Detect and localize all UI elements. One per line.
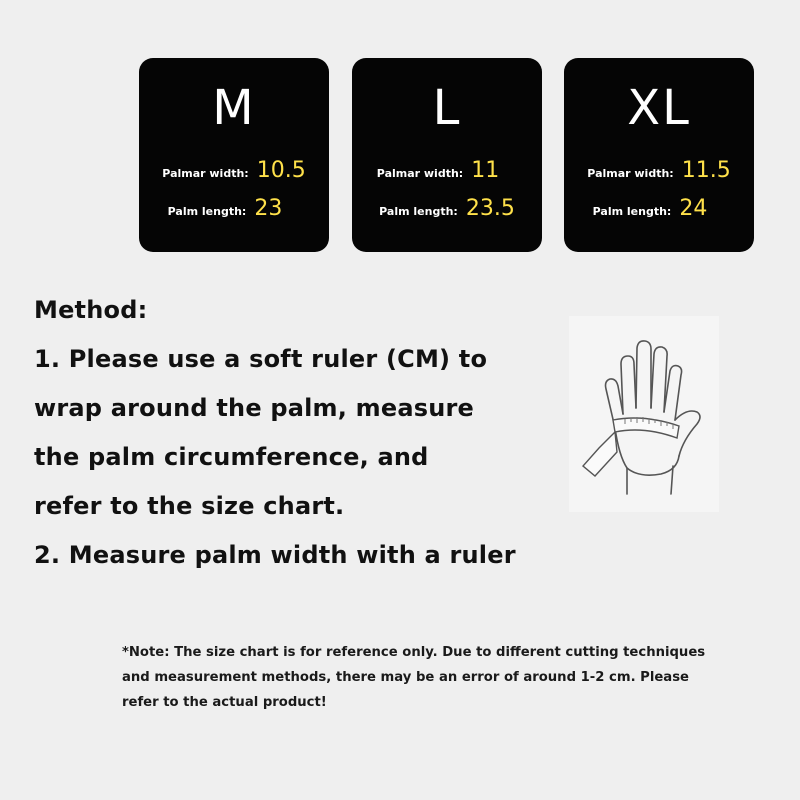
method-heading: Method: [34,296,148,324]
palmar-width-value: 11.5 [681,158,731,183]
palm-length-label: Palm length: [379,205,458,218]
hand-measurement-illustration [569,316,719,512]
palm-length-row [352,196,542,221]
palm-length-row [139,196,329,221]
size-card-xl [564,58,754,252]
palmar-width-label: Palmar width: [587,167,674,180]
method-line: 1. Please use a soft ruler (CM) to [34,345,488,373]
method-line: wrap around the palm, measure [34,394,475,422]
method-line: 2. Measure palm width with a ruler [34,541,516,569]
palm-length-label: Palm length: [167,205,247,218]
palm-length-row [564,196,754,221]
size-label: XL [627,80,691,136]
hand-measurement-icon [569,316,719,512]
palmar-width-row [564,158,754,183]
palmar-width-label: Palmar width: [162,167,249,180]
method-line: refer to the size chart. [34,492,345,520]
size-chart-note [122,640,772,715]
size-card-m [139,58,329,252]
note-line: and measurement methods, there may be an error of around 1-2 cm. Please [122,670,689,685]
palmar-width-row [139,158,329,183]
method-line: the palm circumference, and [34,443,429,471]
note-line: refer to the actual product! [122,695,327,710]
palm-length-label: Palm length: [592,205,672,218]
palmar-width-value: 11 [471,158,500,183]
palmar-width-value: 10.5 [256,158,306,183]
size-label: L [432,80,462,136]
palmar-width-label: Palmar width: [376,167,464,180]
method-instructions [34,286,554,580]
palmar-width-row [352,158,542,183]
palm-length-value: 24 [679,196,708,221]
palm-length-value: 23 [254,196,283,221]
note-line: *Note: The size chart is for reference only. Due to different cutting techniques [122,645,706,660]
size-card-l [352,58,542,252]
palm-length-value: 23.5 [465,196,515,221]
size-label: M [212,80,256,136]
